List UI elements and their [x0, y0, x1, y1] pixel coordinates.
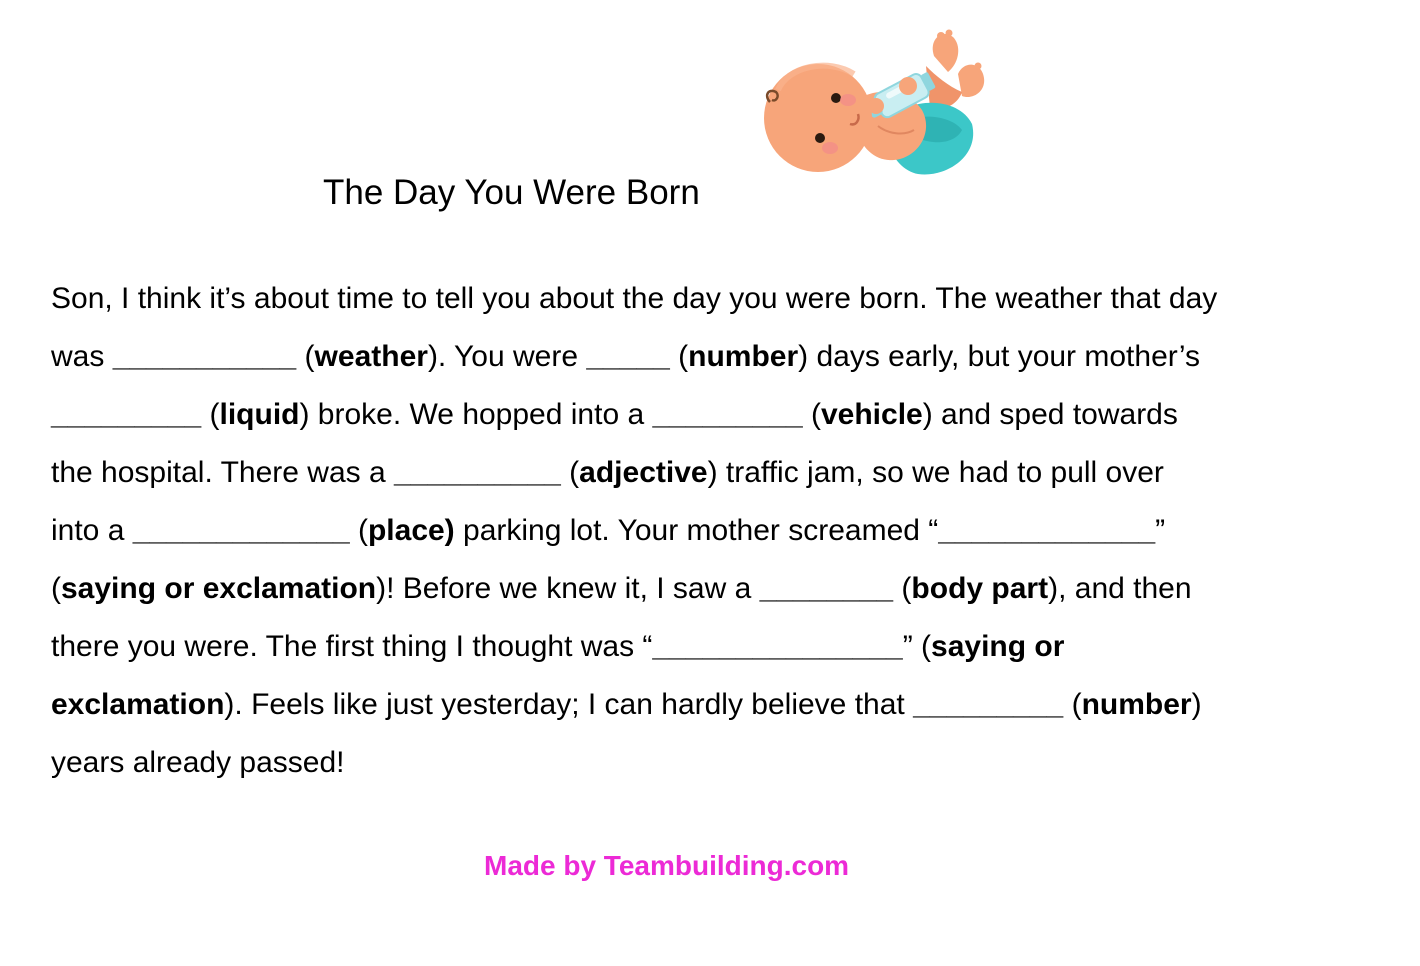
bold-segment: _____ — [586, 340, 670, 373]
footer-credit: Made by Teambuilding.com — [484, 850, 850, 881]
bold-segment: weather — [314, 340, 428, 373]
text-segment: the hospital. There was a — [51, 456, 394, 489]
text-segment: ) broke. We hopped into a — [299, 398, 653, 431]
text-segment: ( — [1063, 688, 1082, 721]
bold-segment: ________ — [759, 572, 894, 605]
text-segment: years already passed! — [51, 746, 345, 779]
text-segment: ” — [1155, 514, 1166, 547]
text-segment: ” ( — [902, 630, 932, 663]
story-line — [51, 618, 1341, 676]
bold-segment: number — [1081, 688, 1192, 721]
bold-segment: _____________ — [938, 514, 1156, 547]
text-segment: )! Before we knew it, I saw a — [376, 572, 760, 605]
story-line — [51, 444, 1341, 502]
text-segment: parking lot. Your mother screamed “ — [454, 514, 939, 547]
bold-segment: adjective — [579, 456, 708, 489]
text-segment: ( — [893, 572, 912, 605]
text-segment: ) — [1191, 688, 1202, 721]
story-line — [51, 502, 1341, 560]
text-segment: ( — [201, 398, 220, 431]
baby-with-bottle-icon — [758, 26, 994, 186]
bold-segment: _________ — [652, 398, 803, 431]
story-line — [51, 270, 1341, 328]
text-segment: into a — [51, 514, 133, 547]
page-title: The Day You Were Born — [323, 173, 700, 212]
text-segment: ( — [296, 340, 315, 373]
text-segment: ( — [802, 398, 821, 431]
text-segment: ), and then — [1048, 572, 1192, 605]
bold-segment: _____________ — [132, 514, 350, 547]
text-segment: ) traffic jam, so we had to pull over — [707, 456, 1164, 489]
bold-segment: __________ — [393, 456, 561, 489]
text-segment: was — [51, 340, 113, 373]
bold-segment: number — [688, 340, 799, 373]
text-segment: ) days early, but your mother’s — [798, 340, 1200, 373]
story-line — [51, 676, 1341, 734]
bold-segment: _______________ — [652, 630, 903, 663]
text-segment: ( — [349, 514, 368, 547]
bold-segment: liquid — [219, 398, 300, 431]
bold-segment: saying or — [931, 630, 1065, 663]
bold-segment: ___________ — [112, 340, 297, 373]
text-segment: ( — [560, 456, 580, 489]
story-line — [51, 386, 1341, 444]
story-line — [51, 734, 1341, 792]
bold-segment: exclamation — [51, 688, 225, 721]
bold-segment: vehicle — [820, 398, 923, 431]
text-segment: ) and sped towards — [922, 398, 1178, 431]
bold-segment: _________ — [51, 398, 202, 431]
text-segment: ). Feels like just yesterday; I can hardly believe that — [224, 688, 914, 721]
story-text — [51, 270, 1341, 792]
text-segment: ( — [669, 340, 689, 373]
text-segment: ( — [51, 572, 61, 605]
story-line — [51, 328, 1341, 386]
text-segment: there you were. The first thing I thought was “ — [51, 630, 653, 663]
bold-segment: place) — [367, 514, 455, 547]
bold-segment: saying or exclamation — [61, 572, 377, 605]
text-segment: Son, I think it’s about time to tell you about the day you were born. The weather that day — [51, 282, 1218, 315]
bold-segment: _________ — [913, 688, 1064, 721]
story-line — [51, 560, 1341, 618]
text-segment: ). You were — [427, 340, 587, 373]
bold-segment: body part — [911, 572, 1049, 605]
